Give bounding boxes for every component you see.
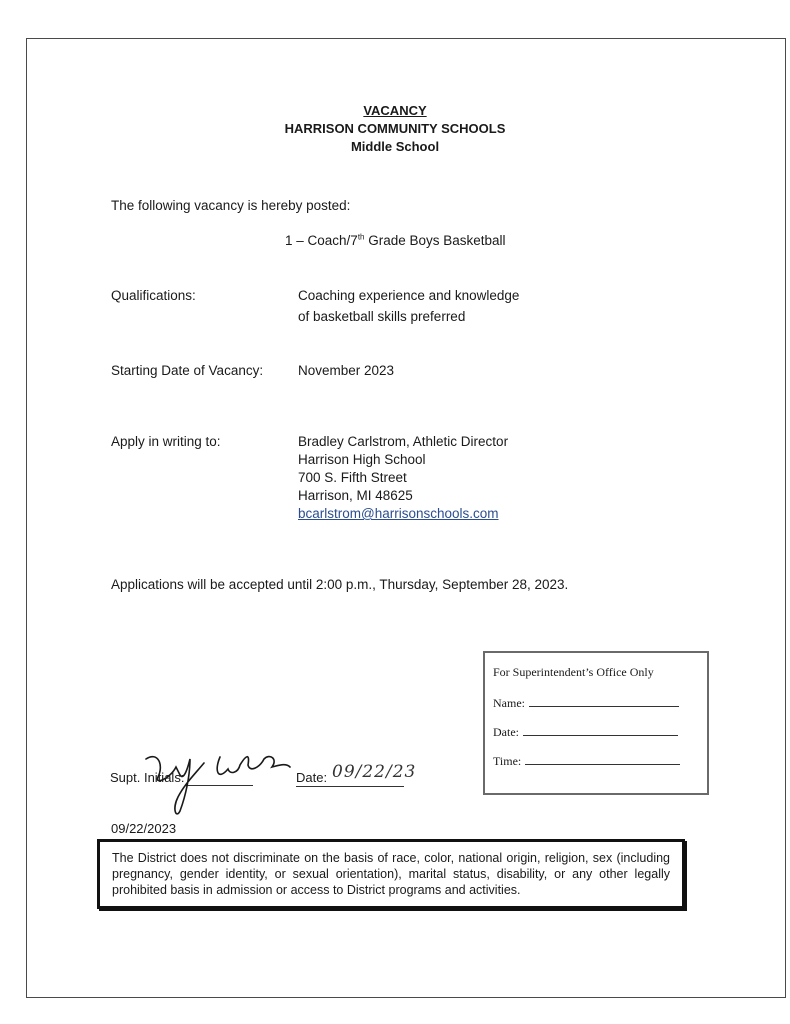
organization-name: HARRISON COMMUNITY SCHOOLS [284, 121, 506, 136]
office-box-date-label: Date: [493, 725, 519, 739]
office-box-name-label: Name: [493, 696, 525, 710]
position-rest: Grade Boys Basketball [364, 233, 506, 248]
office-box-time-label: Time: [493, 754, 522, 768]
office-box-name-row [493, 696, 679, 711]
apply-contact-name: Bradley Carlstrom, Athletic Director [298, 434, 509, 449]
initials-label: Supt. Initials: [110, 770, 185, 785]
starting-date-value: November 2023 [298, 363, 395, 378]
non-discrimination-notice [97, 839, 685, 909]
office-box-date-blank[interactable] [523, 725, 678, 736]
document-title: VACANCY [363, 103, 427, 118]
signature-date-line [296, 786, 404, 787]
qualifications-line-2: of basketball skills preferred [298, 309, 466, 324]
deadline-text: Applications will be accepted until 2:00 p.m., Thursday, September 28, 2023. [111, 577, 569, 592]
posted-date: 09/22/2023 [111, 821, 177, 836]
apply-street: 700 S. Fifth Street [298, 470, 407, 485]
office-box-time-row [493, 754, 680, 769]
office-box-title: For Superintendent’s Office Only [493, 665, 654, 679]
position-ordinal: th [357, 232, 365, 242]
apply-city: Harrison, MI 48625 [298, 488, 413, 503]
position-title [285, 232, 506, 250]
school-name: Middle School [350, 139, 440, 154]
signature-date-label: Date: [296, 770, 328, 785]
office-box-date-row [493, 725, 678, 740]
qualifications-label: Qualifications: [111, 288, 196, 303]
office-box-name-blank[interactable] [529, 696, 679, 707]
qualifications-line-1: Coaching experience and knowledge [298, 288, 520, 303]
apply-email-link[interactable] [298, 505, 499, 523]
signature-area [110, 745, 420, 820]
header [0, 102, 790, 156]
intro-text: The following vacancy is hereby posted: [111, 198, 351, 213]
signature-date-value: 09/22/23 [332, 762, 417, 782]
position-prefix: 1 – Coach/7 [285, 233, 358, 248]
email-link-text[interactable]: bcarlstrom@harrisonschools.com [298, 506, 499, 521]
office-box-time-blank[interactable] [525, 754, 680, 765]
handwritten-signature [110, 745, 420, 820]
apply-label: Apply in writing to: [111, 434, 221, 449]
starting-date-label: Starting Date of Vacancy: [111, 363, 264, 378]
notice-text: The District does not discriminate on the basis of race, color, national origin, religion, sex (including pregnancy, gender identity, or sexual orientation), marital status, disability, or any other legally prohibited basis in admission or access to District programs and activities. [112, 851, 670, 897]
apply-school: Harrison High School [298, 452, 426, 467]
superintendent-office-box [483, 651, 709, 795]
